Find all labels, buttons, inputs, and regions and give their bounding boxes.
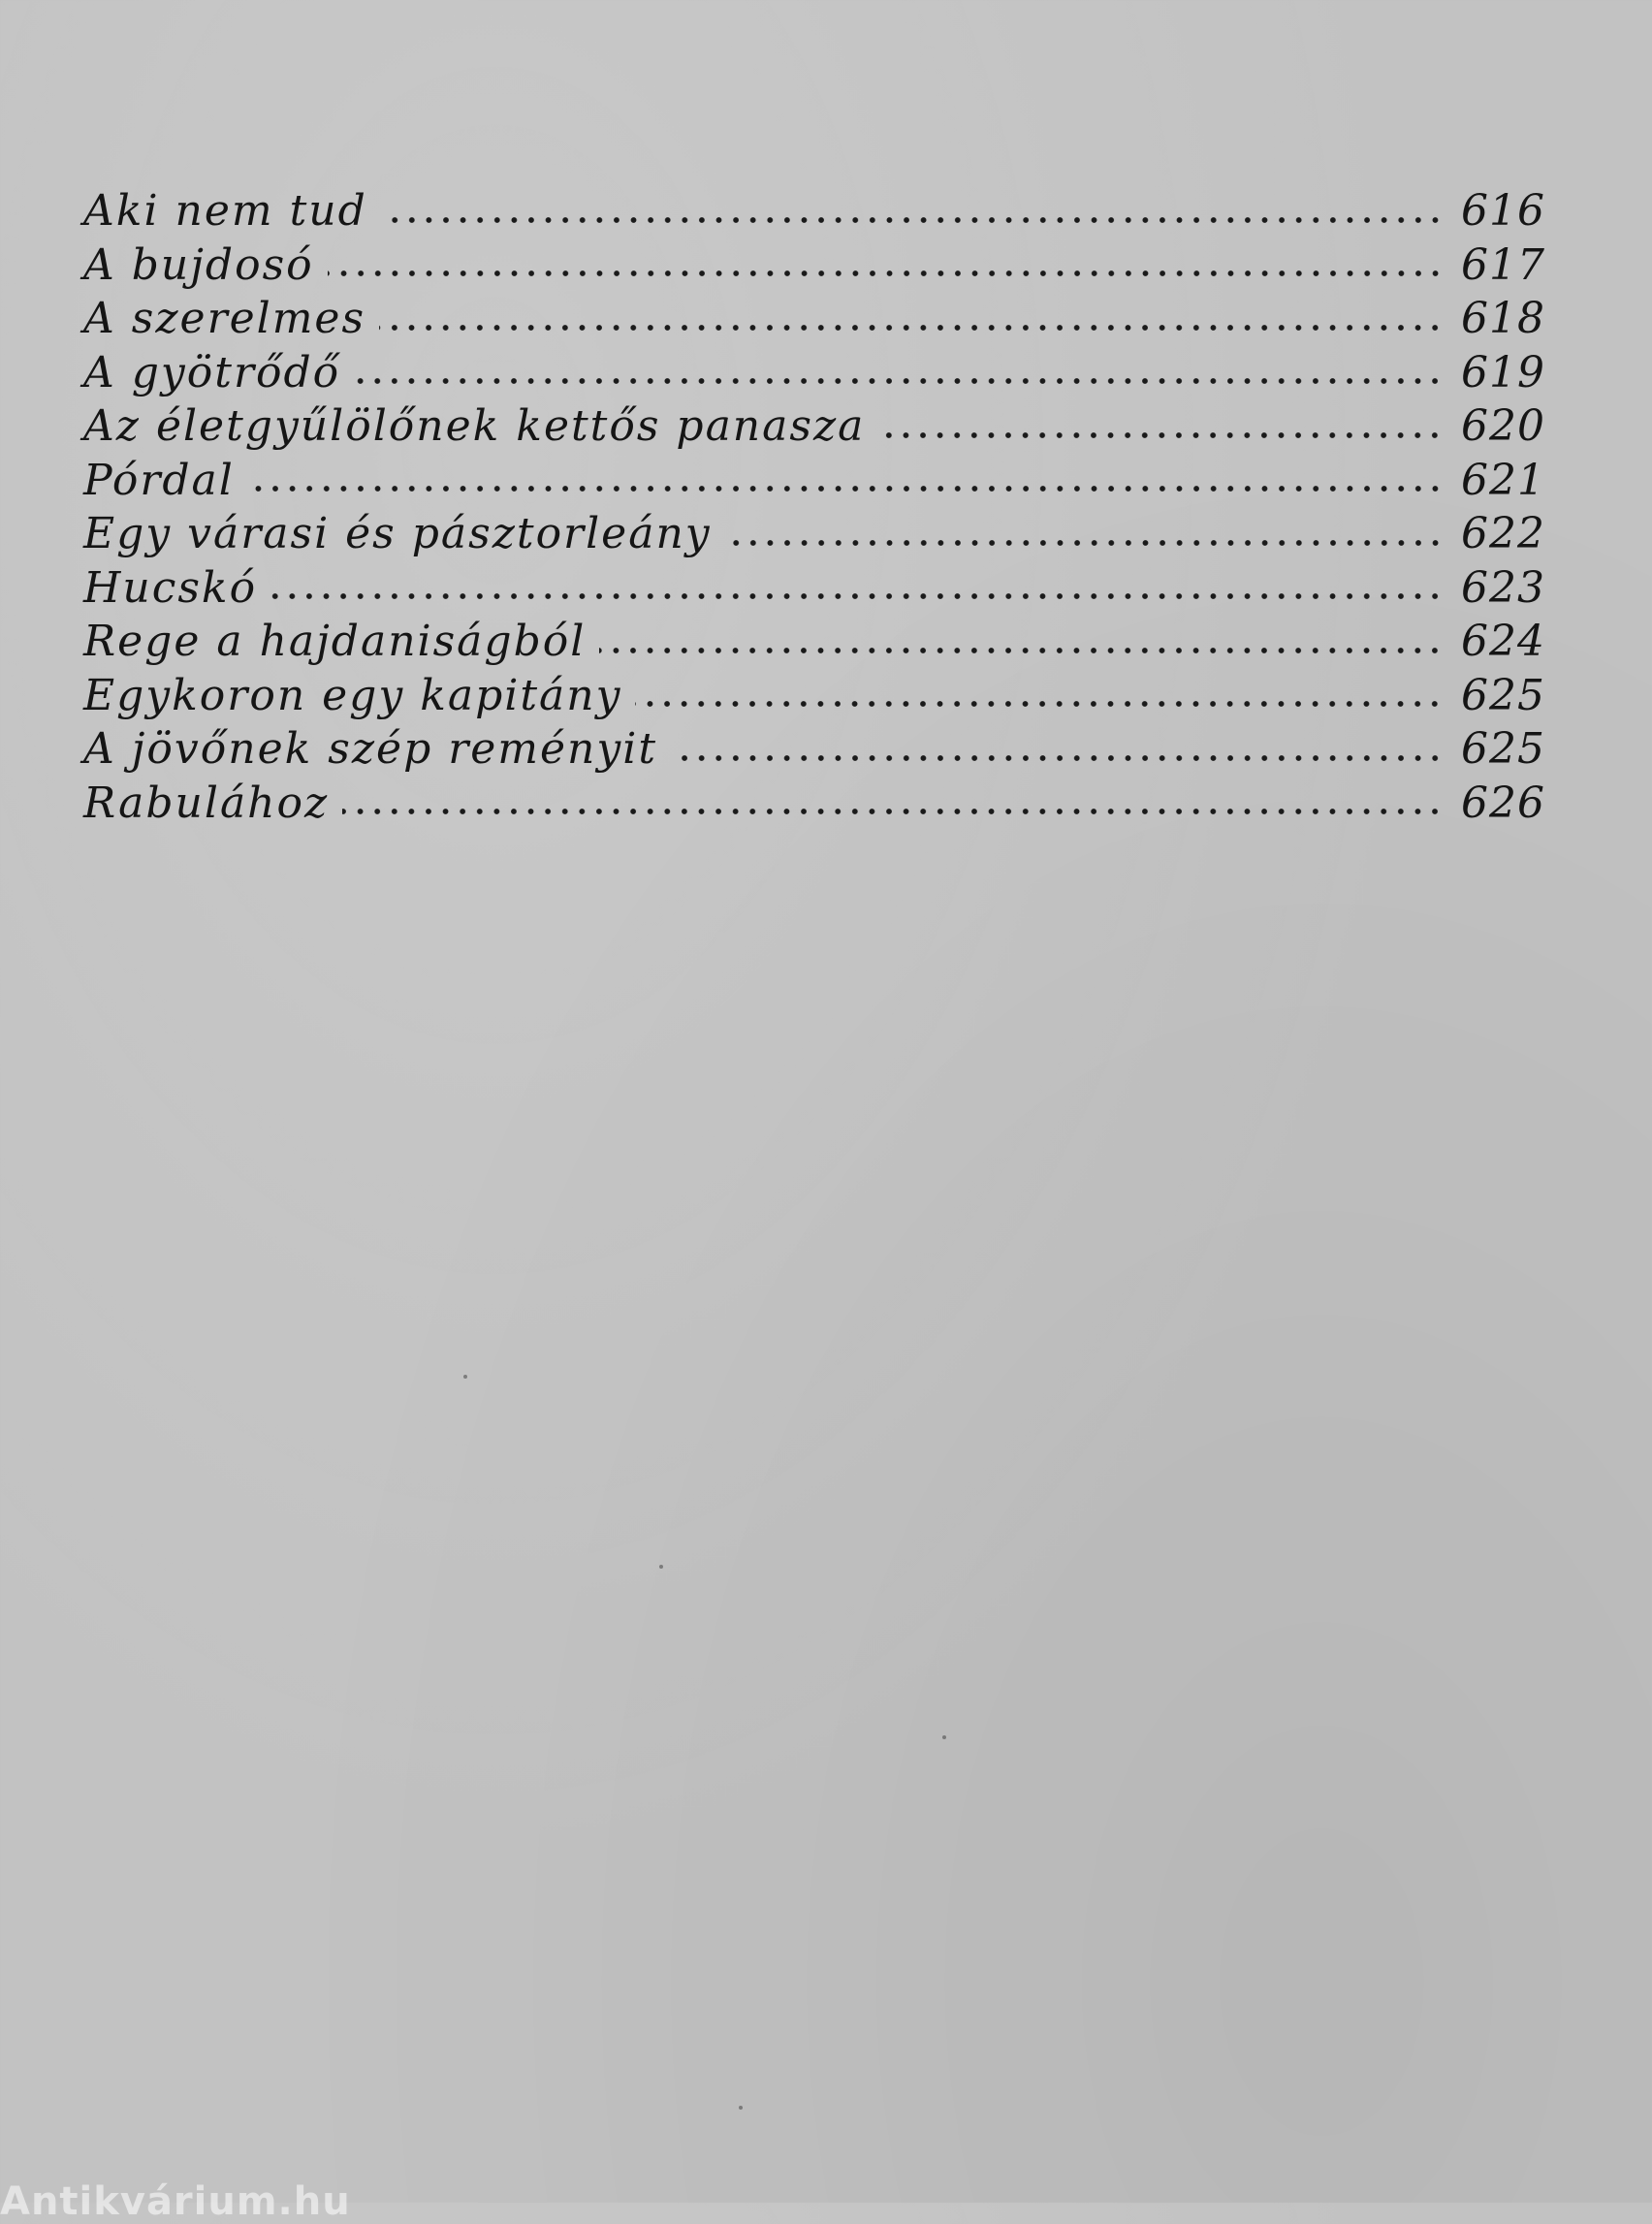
toc-entry-title: Pórdal bbox=[83, 455, 235, 505]
toc-entry bbox=[83, 777, 1545, 831]
toc-entry-page-number: 619 bbox=[1461, 347, 1545, 397]
toc-entry-title: A gyötrődő bbox=[83, 347, 341, 397]
toc-entry bbox=[83, 669, 1545, 723]
dot-leader bbox=[342, 807, 1444, 816]
dot-leader bbox=[671, 753, 1444, 763]
paper-speck bbox=[739, 2106, 743, 2110]
toc-entry bbox=[83, 507, 1545, 561]
toc-entry-title: Rege a hajdaniságból bbox=[83, 617, 587, 666]
toc-entry-title: Egykoron egy kapitány bbox=[83, 670, 622, 720]
toc-entry-title: A bujdosó bbox=[83, 239, 314, 290]
dot-leader bbox=[878, 430, 1444, 440]
toc-entry-page-number: 620 bbox=[1461, 401, 1545, 451]
dot-leader bbox=[328, 269, 1444, 278]
dot-leader bbox=[635, 699, 1444, 709]
toc-entry-page-number: 625 bbox=[1461, 670, 1545, 720]
dot-leader bbox=[381, 215, 1444, 225]
paper-speck bbox=[942, 1735, 946, 1739]
table-of-contents bbox=[83, 184, 1545, 830]
toc-entry-title: Hucskó bbox=[83, 562, 258, 613]
paper-speck bbox=[659, 1565, 663, 1569]
toc-entry bbox=[83, 615, 1545, 669]
toc-entry-title: Az életgyűlölőnek kettős panasza bbox=[83, 401, 866, 451]
toc-entry-page-number: 616 bbox=[1461, 186, 1545, 236]
toc-entry-title: A jövőnek szép reményit bbox=[83, 724, 658, 774]
toc-entry-page-number: 623 bbox=[1461, 562, 1545, 613]
paper-speck bbox=[463, 1375, 467, 1379]
toc-entry-page-number: 624 bbox=[1461, 617, 1545, 666]
toc-entry-title: Rabulához bbox=[83, 778, 330, 828]
toc-entry-title: Aki nem tud bbox=[83, 186, 367, 236]
watermark: Antikvárium.hu bbox=[0, 2179, 351, 2224]
dot-leader bbox=[248, 484, 1444, 493]
dot-leader bbox=[599, 646, 1444, 655]
toc-entry bbox=[83, 722, 1545, 777]
toc-entry bbox=[83, 454, 1545, 508]
toc-entry-page-number: 622 bbox=[1461, 509, 1545, 558]
dot-leader bbox=[354, 376, 1444, 386]
dot-leader bbox=[270, 591, 1444, 601]
toc-entry-page-number: 626 bbox=[1461, 778, 1545, 828]
toc-entry bbox=[83, 238, 1545, 293]
toc-entry-page-number: 617 bbox=[1461, 239, 1545, 290]
toc-entry-title: A szerelmes bbox=[83, 294, 366, 343]
toc-entry bbox=[83, 561, 1545, 616]
toc-entry bbox=[83, 184, 1545, 238]
toc-entry bbox=[83, 292, 1545, 346]
toc-entry-title: Egy várasi és pásztorleány bbox=[83, 509, 712, 558]
toc-entry-page-number: 621 bbox=[1461, 455, 1545, 505]
toc-entry bbox=[83, 346, 1545, 400]
toc-entry bbox=[83, 399, 1545, 454]
toc-entry-page-number: 618 bbox=[1461, 294, 1545, 343]
dot-leader bbox=[379, 323, 1444, 333]
dot-leader bbox=[725, 538, 1444, 548]
toc-entry-page-number: 625 bbox=[1461, 724, 1545, 774]
